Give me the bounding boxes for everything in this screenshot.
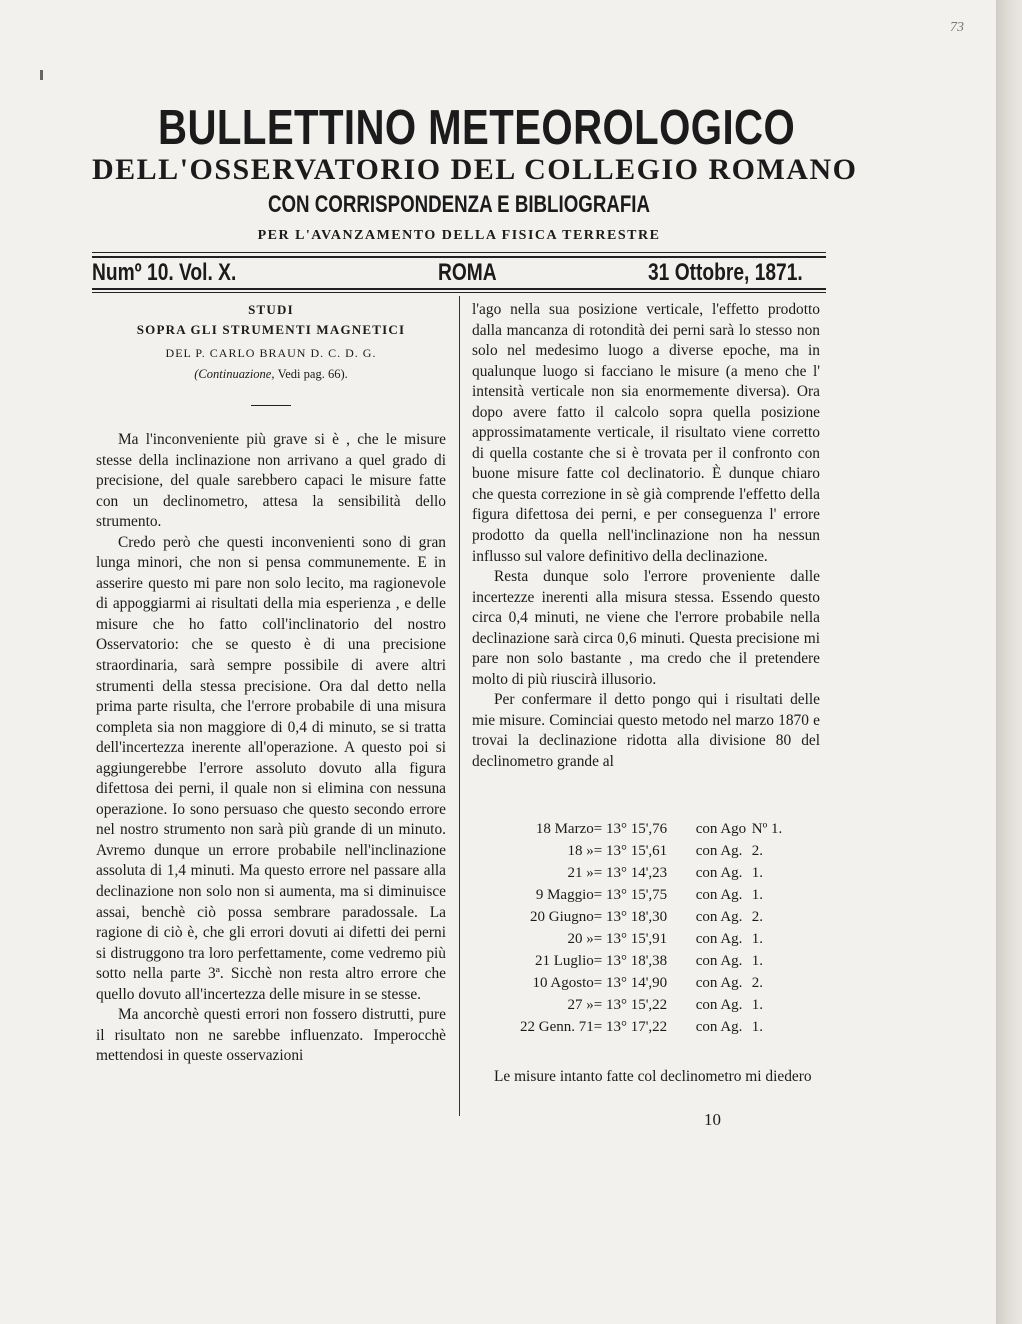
page-number: 10	[704, 1110, 721, 1129]
date-cell: 21 Luglio	[535, 953, 594, 969]
article-title-2: SOPRA GLI STRUMENTI MAGNETICI	[136, 322, 406, 337]
page-edge	[996, 0, 1022, 1324]
value-cell: = 13° 18',38	[593, 953, 668, 969]
value-cell: = 13° 15',22	[593, 997, 668, 1013]
article-author: DEL P. CARLO BRAUN D. C. D. G.	[165, 346, 377, 360]
header-rule	[92, 252, 826, 253]
value-cell: = 13° 18',30	[593, 909, 668, 925]
instrument-cell: con Ago	[695, 821, 747, 837]
needle-cell: 1.	[751, 887, 763, 903]
paragraph: Credo però che questi inconvenienti sono di gran lunga minori, che non si pensa communemente. E in asserire questo mi pare non solo lecito, ma ragionevole di appoggiarmi ai risultati della mia esperienza , e delle misure che ho fatto coll'inclinatorio del nostro Osservatorio: che se questo è di una precisione straordinaria, sarà sempre possibile di avere altri strumenti della stessa precisione. Ora dal detto nella prima parte risulta, che l'errore probabile di una misura completa sia non maggiore di 0,4 di minuto, se si tratta dell'incertezza inerente all'operazione. A questo poi si aggiungerebbe l'errore assoluto dovuto alla figura difettosa dei perni, il quale non si elimina con nessuna operazione. Io sono persuaso che questo secondo errore nel nostro strumento non sarà più grande di un minuto. Avremo dunque un errore probabile nell'inclinazione assoluta di 1,4 minuti. Ma questo errore nel passare alla declinazione non solo non si aumenta, ma si diminuisce assai, benchè ciò possa sembrare paradossale. La ragione di ciò è, che gli errori dovuti ai difetti dei perni si distruggono tra loro perfettamente, come vedremo più sotto nella parte 3ª. Sicchè non resta altro errore che quello dovuto all'incertezza delle misure in se stesse.	[96, 533, 446, 1003]
paragraph: l'ago nella sua posizione verticale, l'effetto prodotto dalla mancanza di rotondità dei perni sarà lo stesso non solo nel medesimo luogo a diverse epoche, ma in qualunque luogo si facciano le misure (a meno che l' intensità verticale non sia enormemente diversa). Ora dopo avere fatto il calcolo sopra quella posizione approssimatamente verticale, il risultato viene corretto di quella costante che si è trovata per il confronto con buone misure fatte col declinatorio. È dunque chiaro che questa correzione in sè già comprende l'effetto della figura difettosa dei perni, e per conseguenza l' errore prodotto da quella nell'inclinazione non ha nessun influsso sul valore definitivo della declinazione.	[472, 301, 820, 565]
masthead-subtitle-2: CON CORRISPONDENZA E BIBLIOGRAFIA	[267, 191, 651, 218]
paragraph: Ma ancorchè questi errori non fossero distrutti, pure il risultato non ne sarebbe influenzato. Imperocchè mettendosi in queste osservazioni	[96, 1006, 446, 1065]
needle-cell: 1.	[751, 997, 763, 1013]
instrument-cell: con Ag.	[695, 865, 743, 881]
value-cell: = 13° 17',22	[593, 1019, 668, 1035]
instrument-cell: con Ag.	[695, 909, 743, 925]
needle-cell: 1.	[751, 931, 763, 947]
issue-number: Numº 10. Vol. X.	[92, 259, 237, 286]
value-cell: = 13° 15',76	[593, 821, 668, 837]
needle-cell: 2.	[751, 975, 763, 991]
masthead-subtitle-3: PER L'AVANZAMENTO DELLA FISICA TERRESTRE	[257, 228, 661, 243]
table-row	[520, 972, 796, 994]
needle-cell: 2.	[751, 909, 763, 925]
masthead-title: BULLETTINO METEOROLOGICO	[158, 101, 796, 155]
city: ROMA	[438, 259, 497, 286]
declination-table	[520, 818, 796, 1038]
left-column	[96, 300, 446, 1067]
instrument-cell: con Ag.	[695, 997, 743, 1013]
date-cell: 9 Maggio	[535, 887, 594, 903]
date-cell: 20 Giugno	[530, 909, 594, 925]
instrument-cell: con Ag.	[695, 843, 743, 859]
date-cell: 18 »	[567, 843, 594, 859]
needle-cell: 1.	[751, 1019, 763, 1035]
value-cell: = 13° 14',23	[593, 865, 668, 881]
table-row	[520, 862, 796, 884]
continuation-note	[96, 365, 446, 383]
masthead-subtitle: DELL'OSSERVATORIO DEL COLLEGIO ROMANO	[92, 153, 858, 186]
instrument-cell: con Ag.	[695, 887, 743, 903]
value-cell: = 13° 15',91	[593, 931, 668, 947]
needle-cell: 1.	[751, 865, 763, 881]
date-cell: 20 »	[567, 931, 594, 947]
paragraph: Resta dunque solo l'errore proveniente dalle incertezze inerenti alla misura stessa. Essendo questo circa 0,4 minuti, ne viene che l'errore probabile nella declinazione sarà circa 0,6 minuti. Questa precisione mi pare non solo bastante , ma credo che il pretendere molto di più riuscirà illusorio.	[472, 568, 820, 688]
paragraph: Le misure intanto fatte col declinometro mi diedero	[494, 1068, 812, 1085]
date-cell: 18 Marzo	[535, 821, 594, 837]
needle-cell: Nº 1.	[751, 821, 783, 837]
paragraph: Per confermare il detto pongo qui i risultati delle mie misure. Cominciai questo metodo nel marzo 1870 e trovai la declinazione ridotta alla divisione 80 del declinometro grande al	[472, 691, 820, 771]
dateline-rule-thick	[92, 288, 826, 290]
issue-date: 31 Ottobre, 1871.	[648, 259, 803, 286]
value-cell: = 13° 14',90	[593, 975, 668, 991]
table-row	[520, 994, 796, 1016]
table-row	[520, 950, 796, 972]
table-row	[520, 840, 796, 862]
instrument-cell: con Ag.	[695, 975, 743, 991]
table-row	[520, 928, 796, 950]
needle-cell: 2.	[751, 843, 763, 859]
right-column	[472, 300, 820, 773]
date-cell: 21 »	[567, 865, 594, 881]
date-cell: 27 »	[567, 997, 594, 1013]
date-cell: 22 Genn. 71	[520, 1019, 594, 1035]
value-cell: = 13° 15',61	[593, 843, 668, 859]
instrument-cell: con Ag.	[695, 931, 743, 947]
value-cell: = 13° 15',75	[593, 887, 668, 903]
instrument-cell: con Ag.	[695, 953, 743, 969]
paragraph: Ma l'inconveniente più grave si è , che le misure stesse della inclinazione non arrivano a quel grado di precisione, del quale sarebbero capaci le misure fatte con un declinometro, attesa la sensibilità dello strumento.	[96, 431, 446, 531]
margin-mark	[40, 70, 43, 80]
continuation-ref: Vedi pag. 66).	[277, 367, 348, 381]
table-row	[520, 1016, 796, 1038]
handwritten-page-number: 73	[950, 20, 964, 35]
table-row	[520, 884, 796, 906]
article-title: STUDI	[248, 302, 294, 317]
dateline	[92, 258, 826, 288]
table-row	[520, 818, 796, 840]
date-cell: 10 Agosto	[532, 975, 594, 991]
dateline-rule	[92, 292, 826, 293]
needle-cell: 1.	[751, 953, 763, 969]
column-divider	[459, 296, 460, 1116]
continuation-italic: (Continuazione,	[194, 367, 275, 381]
instrument-cell: con Ag.	[695, 1019, 743, 1035]
table-row	[520, 906, 796, 928]
